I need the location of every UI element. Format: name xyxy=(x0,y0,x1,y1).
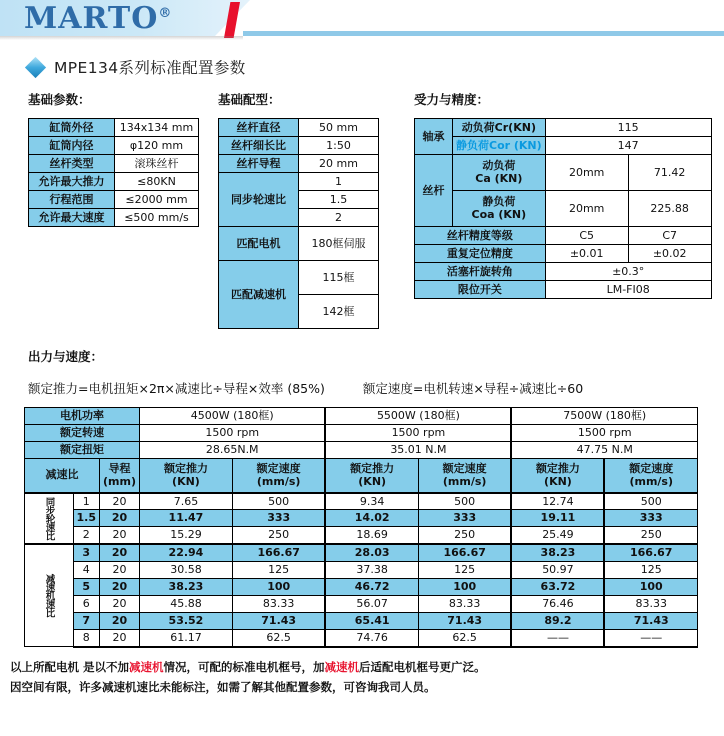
table-row xyxy=(25,425,698,442)
table-row xyxy=(29,191,199,209)
row-label: 缸筒内径 xyxy=(29,137,115,155)
row-value: ≤500 mm/s xyxy=(115,209,199,227)
table-force-and-precision xyxy=(414,118,712,299)
cell-speed-3: 500 xyxy=(604,493,697,510)
col-header-speed-line1: 额定速度 xyxy=(256,461,301,475)
col-header-speed-3 xyxy=(604,459,697,493)
row-value: 2 xyxy=(299,209,379,227)
row-value: 115框 xyxy=(299,261,379,295)
section-output-and-speed xyxy=(28,346,724,397)
row-value: ≤80KN xyxy=(115,173,199,191)
cell-thrust-2: 56.07 xyxy=(325,595,418,612)
row-label xyxy=(453,191,546,227)
cell-ratio: 1.5 xyxy=(73,510,100,527)
cell-lead: 20 xyxy=(100,629,140,646)
row-label: 匹配电机 xyxy=(219,227,299,261)
row-value-b: 225.88 xyxy=(628,191,711,227)
footer-notes xyxy=(10,657,724,697)
cell-thrust-1: 22.94 xyxy=(139,544,232,561)
banner-shadow xyxy=(0,36,243,40)
table-row xyxy=(219,137,379,155)
cell-speed-1: 71.43 xyxy=(232,612,325,629)
row-label: 丝杆细长比 xyxy=(219,137,299,155)
col-header-speed-2 xyxy=(418,459,511,493)
table-row xyxy=(25,510,698,527)
specification-panels xyxy=(0,90,724,340)
col-header-speed-1 xyxy=(232,459,325,493)
cell-thrust-2: 65.41 xyxy=(325,612,418,629)
cell-speed-2: 71.43 xyxy=(418,612,511,629)
cell-speed-3: 125 xyxy=(604,561,697,578)
section-label-force-precision: 受力与精度： xyxy=(414,92,490,107)
table-row xyxy=(25,612,698,629)
page-title: MPE134系列标准配置参数 xyxy=(54,59,246,77)
row-value: 20 mm xyxy=(299,155,379,173)
cell-ratio: 7 xyxy=(73,612,100,629)
row-value: 1 xyxy=(299,173,379,191)
row-value: ≤2000 mm xyxy=(115,191,199,209)
torque-group-1: 28.65N.M xyxy=(139,442,325,459)
cell-lead: 20 xyxy=(100,544,140,561)
table-row xyxy=(219,119,379,137)
cell-speed-3: 83.33 xyxy=(604,595,697,612)
row-value: LM-FI08 xyxy=(545,281,711,299)
row-label: 重复定位精度 xyxy=(415,245,546,263)
row-label xyxy=(453,155,546,191)
row-label: 丝杆导程 xyxy=(219,155,299,173)
col-header-thrust-line1: 额定推力 xyxy=(163,461,208,475)
brand-logo-text: MARTO xyxy=(24,1,159,36)
group-label-reducer-ratio: 减速机速比 xyxy=(25,544,74,647)
cell-speed-3: —— xyxy=(604,629,697,646)
table-row xyxy=(29,173,199,191)
group-label-screw: 丝杆 xyxy=(415,155,453,227)
cell-ratio: 1 xyxy=(73,493,100,510)
row-value: 147 xyxy=(545,137,711,155)
cell-speed-3: 166.67 xyxy=(604,544,697,561)
table-row xyxy=(219,155,379,173)
power-group-3: 7500W (180框) xyxy=(511,408,697,425)
cell-thrust-1: 53.52 xyxy=(139,612,232,629)
row-label-line2: Ca (KN) xyxy=(475,171,523,185)
cell-thrust-3: 38.23 xyxy=(511,544,604,561)
cell-lead: 20 xyxy=(100,578,140,595)
col-header-speed-line2: (mm/s) xyxy=(256,475,301,489)
table-row xyxy=(415,281,712,299)
col-header-speed-line2: (mm/s) xyxy=(629,475,673,489)
cell-speed-2: 100 xyxy=(418,578,511,595)
power-group-1: 4500W (180框) xyxy=(139,408,325,425)
cell-lead: 20 xyxy=(100,493,140,510)
cell-thrust-3: 50.97 xyxy=(511,561,604,578)
table-row xyxy=(219,227,379,261)
col-header-lead xyxy=(100,459,140,493)
cell-speed-1: 125 xyxy=(232,561,325,578)
cell-lead: 20 xyxy=(100,595,140,612)
row-value-a: 20mm xyxy=(545,191,628,227)
row-value: 180框伺服 xyxy=(299,227,379,261)
row-value-b: C7 xyxy=(628,227,711,245)
cell-thrust-3: 63.72 xyxy=(511,578,604,595)
cell-speed-1: 83.33 xyxy=(232,595,325,612)
section-label-basic-configuration: 基础配型： xyxy=(218,92,281,107)
cell-speed-2: 83.33 xyxy=(418,595,511,612)
row-value-a: ±0.01 xyxy=(545,245,628,263)
table-row xyxy=(25,493,698,510)
cell-speed-2: 500 xyxy=(418,493,511,510)
table-row xyxy=(415,155,712,191)
row-value-b: ±0.02 xyxy=(628,245,711,263)
group-label-pulley-ratio: 同步轮速比 xyxy=(25,493,74,545)
row-value-b: 71.42 xyxy=(628,155,711,191)
document-title-row xyxy=(28,56,724,78)
table-row xyxy=(25,578,698,595)
cell-ratio: 8 xyxy=(73,629,100,646)
row-label-line1: 静负荷 xyxy=(482,194,516,208)
panel-basic-configuration xyxy=(218,90,379,329)
cell-lead: 20 xyxy=(100,510,140,527)
rpm-group-2: 1500 rpm xyxy=(325,425,511,442)
cell-lead: 20 xyxy=(100,527,140,544)
formula-speed: 额定速度=电机转速×导程÷减速比÷60 xyxy=(362,381,584,396)
row-value: 142框 xyxy=(299,295,379,329)
col-header-thrust-line2: (KN) xyxy=(544,475,572,489)
cell-thrust-3: 89.2 xyxy=(511,612,604,629)
row-label: 同步轮速比 xyxy=(219,173,299,227)
cell-thrust-2: 74.76 xyxy=(325,629,418,646)
col-header-thrust-line2: (KN) xyxy=(358,475,387,489)
cell-thrust-1: 30.58 xyxy=(139,561,232,578)
banner-rule-divider xyxy=(243,31,724,36)
cell-thrust-1: 11.47 xyxy=(139,510,232,527)
section-label-basic-parameters: 基础参数： xyxy=(28,92,91,107)
footer-text-c: 后适配电机框号更广泛。 xyxy=(359,659,486,674)
cell-thrust-1: 61.17 xyxy=(139,629,232,646)
table-row xyxy=(25,408,698,425)
cell-speed-2: 333 xyxy=(418,510,511,527)
footer-text-a: 以上所配电机 是以不加 xyxy=(10,659,130,674)
col-header-thrust-1 xyxy=(139,459,232,493)
main-table-wrapper xyxy=(24,407,724,648)
row-label: 活塞杆旋转角 xyxy=(415,263,546,281)
row-value: 50 mm xyxy=(299,119,379,137)
cell-speed-3: 100 xyxy=(604,578,697,595)
col-header-thrust-2 xyxy=(325,459,418,493)
formula-row xyxy=(28,379,724,397)
col-header-speed-line1: 额定速度 xyxy=(442,461,487,475)
table-row xyxy=(415,263,712,281)
col-header-thrust-line2: (KN) xyxy=(172,475,200,489)
col-header-lead-line2: (mm) xyxy=(103,475,136,489)
row-label: 允许最大速度 xyxy=(29,209,115,227)
formula-thrust: 额定推力=电机扭矩×2π×减速比÷导程×效率 (85%) xyxy=(28,381,325,396)
col-header-ratio: 减速比 xyxy=(25,459,100,493)
cell-speed-1: 250 xyxy=(232,527,325,544)
col-header-speed-line2: (mm/s) xyxy=(442,475,487,489)
cell-speed-1: 333 xyxy=(232,510,325,527)
torque-group-2: 35.01 N.M xyxy=(325,442,511,459)
row-label: 丝杆直径 xyxy=(219,119,299,137)
col-header-thrust-3 xyxy=(511,459,604,493)
row-label: 丝杆类型 xyxy=(29,155,115,173)
col-header-thrust-line1: 额定推力 xyxy=(350,461,395,475)
cell-lead: 20 xyxy=(100,561,140,578)
table-row xyxy=(25,544,698,561)
cell-thrust-3: 25.49 xyxy=(511,527,604,544)
cell-ratio: 3 xyxy=(73,544,100,561)
cell-thrust-2: 46.72 xyxy=(325,578,418,595)
table-row xyxy=(25,629,698,646)
row-label: 动负荷Cr(KN) xyxy=(453,119,546,137)
panel-basic-parameters xyxy=(28,90,199,227)
col-header-thrust-line1: 额定推力 xyxy=(535,461,580,475)
cell-thrust-3: 19.11 xyxy=(511,510,604,527)
cell-thrust-3: —— xyxy=(511,629,604,646)
footer-text-b: 情况，可配的标准电机框号，加 xyxy=(163,659,325,674)
row-label: 行程范围 xyxy=(29,191,115,209)
row-label-line2: Coa (KN) xyxy=(471,207,527,221)
table-row xyxy=(25,527,698,544)
row-label: 丝杆精度等级 xyxy=(415,227,546,245)
rpm-group-3: 1500 rpm xyxy=(511,425,697,442)
row-value: 滚珠丝杆 xyxy=(115,155,199,173)
table-basic-configuration xyxy=(218,118,379,329)
row-value: φ120 mm xyxy=(115,137,199,155)
cell-thrust-2: 18.69 xyxy=(325,527,418,544)
table-header-row xyxy=(25,459,698,493)
row-value: ±0.3° xyxy=(545,263,711,281)
cell-lead: 20 xyxy=(100,612,140,629)
cell-ratio: 4 xyxy=(73,561,100,578)
row-value: 1:50 xyxy=(299,137,379,155)
table-row xyxy=(29,155,199,173)
cell-speed-2: 125 xyxy=(418,561,511,578)
footer-line-1 xyxy=(10,657,724,677)
diamond-bullet-icon xyxy=(25,56,46,77)
table-row xyxy=(29,119,199,137)
cell-thrust-1: 45.88 xyxy=(139,595,232,612)
cell-thrust-2: 9.34 xyxy=(325,493,418,510)
row-label: 静负荷Cor (KN) xyxy=(453,137,546,155)
cell-thrust-2: 14.02 xyxy=(325,510,418,527)
page-banner xyxy=(0,0,724,40)
table-row xyxy=(25,595,698,612)
table-row xyxy=(415,191,712,227)
cell-speed-3: 333 xyxy=(604,510,697,527)
rpm-group-1: 1500 rpm xyxy=(139,425,325,442)
cell-speed-1: 100 xyxy=(232,578,325,595)
footer-highlight-1: 减速机 xyxy=(129,659,164,674)
table-row xyxy=(219,173,379,191)
cell-thrust-2: 28.03 xyxy=(325,544,418,561)
cell-speed-1: 62.5 xyxy=(232,629,325,646)
registered-mark-icon: ® xyxy=(158,6,173,21)
cell-thrust-3: 12.74 xyxy=(511,493,604,510)
table-row xyxy=(415,137,712,155)
row-label-torque: 额定扭矩 xyxy=(25,442,140,459)
group-label-bearing: 轴承 xyxy=(415,119,453,155)
table-row xyxy=(29,209,199,227)
section-label-output-speed: 出力与速度： xyxy=(28,349,104,364)
table-row xyxy=(415,227,712,245)
cell-thrust-1: 7.65 xyxy=(139,493,232,510)
table-row xyxy=(415,119,712,137)
row-value-a: C5 xyxy=(545,227,628,245)
table-row xyxy=(29,137,199,155)
footer-highlight-2: 减速机 xyxy=(324,659,360,674)
cell-speed-3: 71.43 xyxy=(604,612,697,629)
power-group-2: 5500W (180框) xyxy=(325,408,511,425)
row-value: 134x134 mm xyxy=(115,119,199,137)
cell-speed-2: 62.5 xyxy=(418,629,511,646)
cell-thrust-1: 38.23 xyxy=(139,578,232,595)
row-label: 允许最大推力 xyxy=(29,173,115,191)
cell-ratio: 6 xyxy=(73,595,100,612)
cell-thrust-2: 37.38 xyxy=(325,561,418,578)
table-row xyxy=(25,561,698,578)
cell-speed-1: 500 xyxy=(232,493,325,510)
cell-speed-3: 250 xyxy=(604,527,697,544)
row-value-a: 20mm xyxy=(545,155,628,191)
row-label: 缸筒外径 xyxy=(29,119,115,137)
brand-logo xyxy=(24,1,172,36)
row-label-rpm: 额定转速 xyxy=(25,425,140,442)
torque-group-3: 47.75 N.M xyxy=(511,442,697,459)
row-value: 1.5 xyxy=(299,191,379,209)
panel-force-and-precision xyxy=(414,90,712,299)
row-value: 115 xyxy=(545,119,711,137)
footer-line-2: 因空间有限，许多减速机速比未能标注，如需了解其他配置参数，可咨询我司人员。 xyxy=(10,679,436,694)
table-output-and-speed xyxy=(24,407,698,648)
row-label: 匹配减速机 xyxy=(219,261,299,329)
cell-speed-2: 166.67 xyxy=(418,544,511,561)
cell-speed-2: 250 xyxy=(418,527,511,544)
col-header-speed-line1: 额定速度 xyxy=(629,461,674,475)
cell-speed-1: 166.67 xyxy=(232,544,325,561)
table-row xyxy=(219,261,379,295)
col-header-lead-line1: 导程 xyxy=(108,461,131,475)
row-label-power: 电机功率 xyxy=(25,408,140,425)
row-label-line1: 动负荷 xyxy=(482,158,516,172)
cell-thrust-1: 15.29 xyxy=(139,527,232,544)
cell-ratio: 5 xyxy=(73,578,100,595)
cell-ratio: 2 xyxy=(73,527,100,544)
cell-thrust-3: 76.46 xyxy=(511,595,604,612)
table-basic-parameters xyxy=(28,118,199,227)
table-row xyxy=(25,442,698,459)
row-label: 限位开关 xyxy=(415,281,546,299)
table-row xyxy=(415,245,712,263)
